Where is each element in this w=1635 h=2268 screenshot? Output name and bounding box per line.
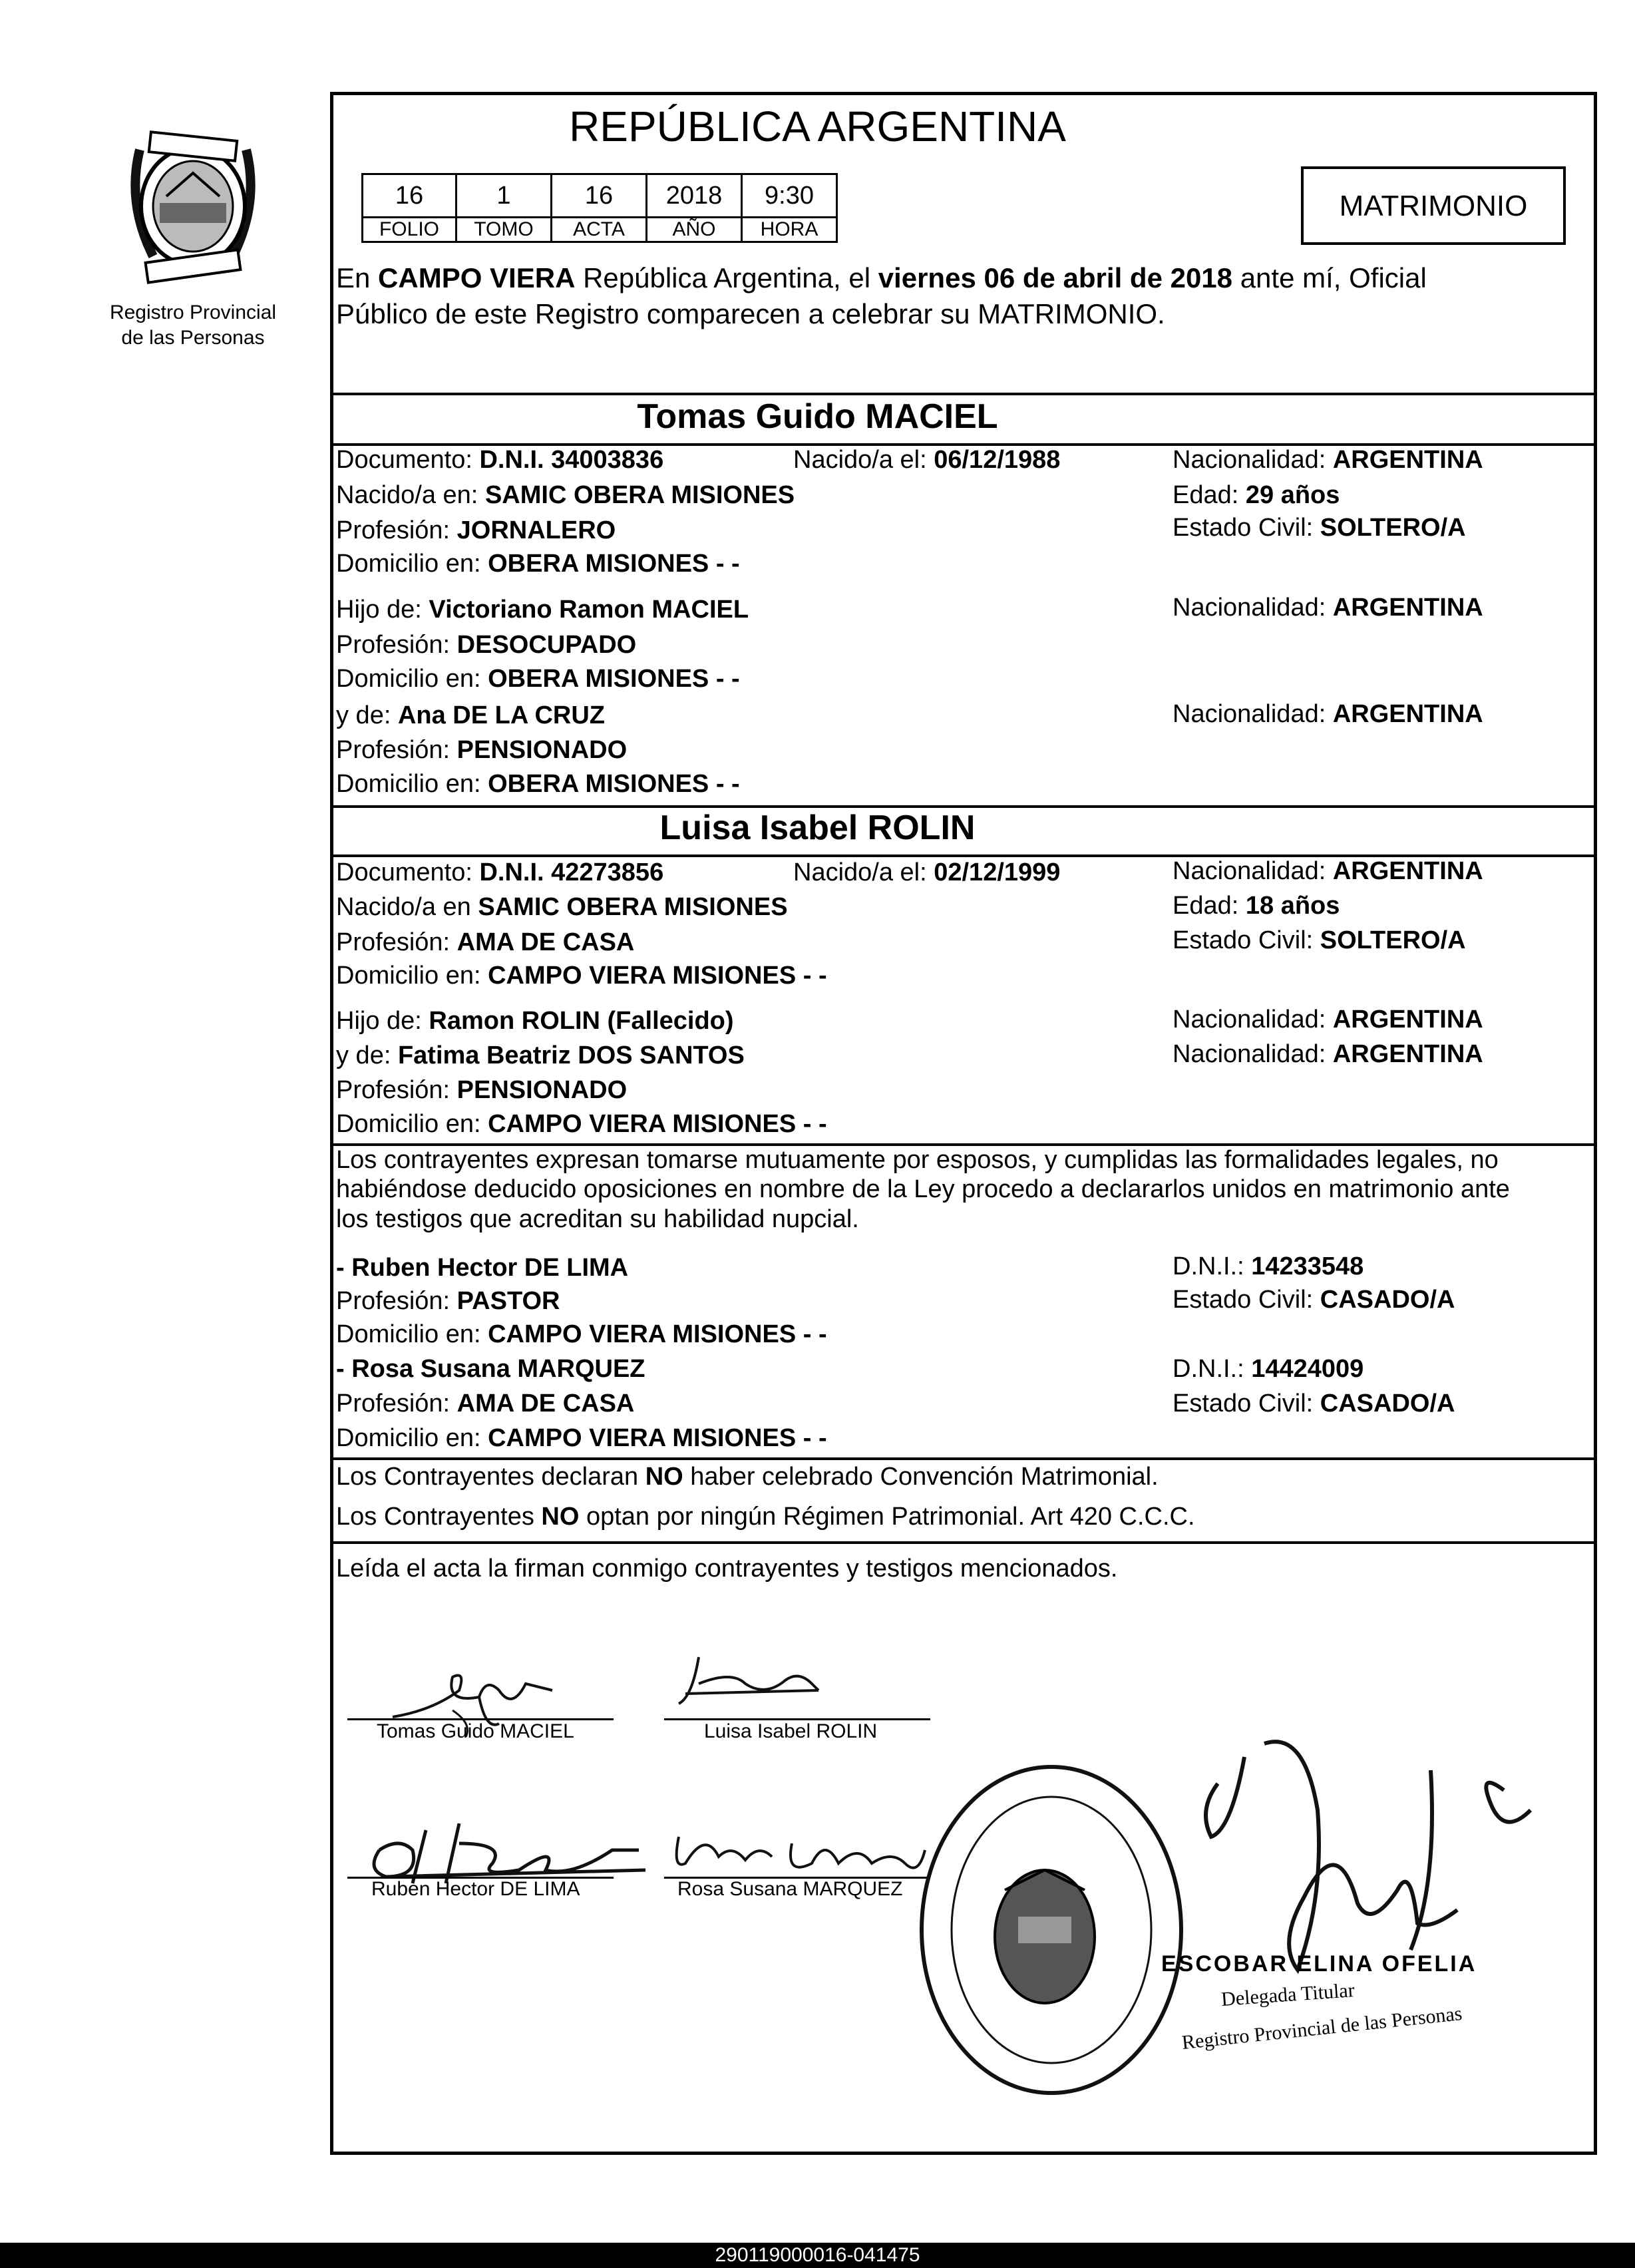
c2-mother-profession: Profesión: PENSIONADO [336, 1076, 628, 1104]
intro-text-a: En [336, 262, 379, 293]
intro-text-b: República Argentina, el [575, 262, 878, 293]
footer-bar [0, 2243, 1635, 2268]
witness2-civil: Estado Civil: CASADO/A [1173, 1390, 1455, 1418]
patrimonial-line2: Los Contrayentes NO optan por ningún Régimen Patrimonial. Art 420 C.C.C. [336, 1503, 1195, 1531]
c2-mother: y de: Fatima Beatriz DOS SANTOS [336, 1041, 745, 1069]
c2-nat: Nacionalidad: ARGENTINA [1173, 857, 1483, 885]
divider [330, 393, 1597, 395]
witness1-profession: Profesión: PASTOR [336, 1287, 560, 1315]
witness1-name: - Ruben Hector DE LIMA [336, 1254, 629, 1282]
c1-mother: y de: Ana DE LA CRUZ [336, 701, 605, 729]
tomo-value: 1 [456, 174, 552, 218]
c2-mother-nat: Nacionalidad: ARGENTINA [1173, 1040, 1483, 1068]
c1-domicile: Domicilio en: OBERA MISIONES - - [336, 550, 740, 578]
hour-value: 9:30 [742, 174, 837, 218]
patrimonial-line1: Los Contrayentes declaran NO haber celebrado Convención Matrimonial. [336, 1463, 1159, 1491]
divider [330, 1457, 1597, 1460]
c1-father-profession: Profesión: DESOCUPADO [336, 631, 637, 659]
intro-place: CAMPO VIERA [378, 262, 576, 293]
c2-father-nat: Nacionalidad: ARGENTINA [1173, 1006, 1483, 1034]
c1-civil: Estado Civil: SOLTERO/A [1173, 514, 1466, 542]
witness1-dni: D.N.I.: 14233548 [1173, 1252, 1364, 1280]
c2-mother-domicile: Domicilio en: CAMPO VIERA MISIONES - - [336, 1110, 827, 1138]
contrayente2-name: Luisa Isabel ROLIN [659, 809, 976, 847]
signature-luisa [665, 1644, 852, 1717]
year-label: AÑO [647, 218, 742, 242]
c1-age: Edad: 29 años [1173, 481, 1340, 509]
c1-doc: Documento: D.N.I. 34003836 [336, 446, 664, 474]
declaration-line3: los testigos que acreditan su habilidad nupcial. [336, 1205, 859, 1233]
c1-father-domicile: Domicilio en: OBERA MISIONES - - [336, 665, 740, 693]
signature-caption-tomas: Tomas Guido MACIEL [377, 1720, 574, 1742]
c2-civil: Estado Civil: SOLTERO/A [1173, 926, 1466, 954]
witness2-profession: Profesión: AMA DE CASA [336, 1390, 635, 1418]
signature-caption-ruben: Ruben Hector DE LIMA [371, 1878, 580, 1900]
c1-born: Nacido/a el: 06/12/1988 [793, 446, 1061, 474]
witness1-domicile: Domicilio en: CAMPO VIERA MISIONES - - [336, 1320, 827, 1348]
folio-label: FOLIO [363, 218, 456, 242]
declaration-line1: Los contrayentes expresan tomarse mutuamente por esposos, y cumplidas las formalidades legales, no [336, 1146, 1499, 1174]
c1-profession: Profesión: JORNALERO [336, 516, 616, 544]
official-name: ESCOBAR ELINA OFELIA [1161, 1951, 1477, 1977]
c2-age: Edad: 18 años [1173, 892, 1340, 920]
c1-mother-nat: Nacionalidad: ARGENTINA [1173, 700, 1483, 728]
witness2-dni: D.N.I.: 14424009 [1173, 1355, 1364, 1383]
c1-father: Hijo de: Victoriano Ramon MACIEL [336, 596, 749, 624]
folio-value: 16 [363, 174, 456, 218]
tomo-label: TOMO [456, 218, 552, 242]
hour-label: HORA [742, 218, 837, 242]
acta-value: 16 [552, 174, 647, 218]
official-title: Delegada Titular [1220, 1979, 1356, 2010]
c1-mother-domicile: Domicilio en: OBERA MISIONES - - [336, 770, 740, 798]
closing-text: Leída el acta la firman conmigo contrayentes y testigos mencionados. [336, 1555, 1118, 1583]
witness2-domicile: Domicilio en: CAMPO VIERA MISIONES - - [336, 1424, 827, 1452]
c1-father-nat: Nacionalidad: ARGENTINA [1173, 594, 1483, 622]
witness2-name: - Rosa Susana MARQUEZ [336, 1355, 645, 1383]
footer-code: 290119000016-041475 [715, 2244, 920, 2266]
declaration-line2: habiéndose deducido oposiciones en nombre de la Ley procedo a declararlos unidos en matrimonio ante [336, 1175, 1510, 1203]
signature-caption-luisa: Luisa Isabel ROLIN [704, 1720, 878, 1742]
intro-date: viernes 06 de abril de 2018 [878, 262, 1233, 293]
c2-father: Hijo de: Ramon ROLIN (Fallecido) [336, 1007, 734, 1035]
divider [330, 1541, 1597, 1544]
acta-type-box: MATRIMONIO [1301, 166, 1566, 245]
intro-line1 [336, 262, 1427, 295]
intro-line2: Público de este Registro comparecen a celebrar su MATRIMONIO. [336, 298, 1165, 329]
logo-caption-line1: Registro Provincial [109, 301, 277, 323]
year-value: 2018 [647, 174, 742, 218]
c1-nat: Nacionalidad: ARGENTINA [1173, 446, 1483, 474]
c2-domicile: Domicilio en: CAMPO VIERA MISIONES - - [336, 962, 827, 990]
page-title: REPÚBLICA ARGENTINA [569, 102, 1066, 150]
intro-text-c: ante mí, Oficial [1232, 262, 1427, 293]
signature-rosa [659, 1823, 952, 1883]
c2-doc: Documento: D.N.I. 42273856 [336, 858, 664, 886]
acta-label: ACTA [552, 218, 647, 242]
signature-caption-rosa: Rosa Susana MARQUEZ [677, 1878, 903, 1900]
contrayente1-name: Tomas Guido MACIEL [637, 397, 998, 436]
c2-birthplace: Nacido/a en SAMIC OBERA MISIONES [336, 893, 788, 921]
witness1-civil: Estado Civil: CASADO/A [1173, 1286, 1455, 1314]
logo-caption-line2: de las Personas [121, 327, 265, 349]
c1-mother-profession: Profesión: PENSIONADO [336, 736, 628, 764]
acta-registry-table [361, 173, 838, 243]
c1-birthplace: Nacido/a en: SAMIC OBERA MISIONES [336, 481, 795, 509]
c2-born: Nacido/a el: 02/12/1999 [793, 858, 1061, 886]
c2-profession: Profesión: AMA DE CASA [336, 928, 635, 956]
official-registry: Registro Provincial de las Personas [1181, 2002, 1463, 2054]
